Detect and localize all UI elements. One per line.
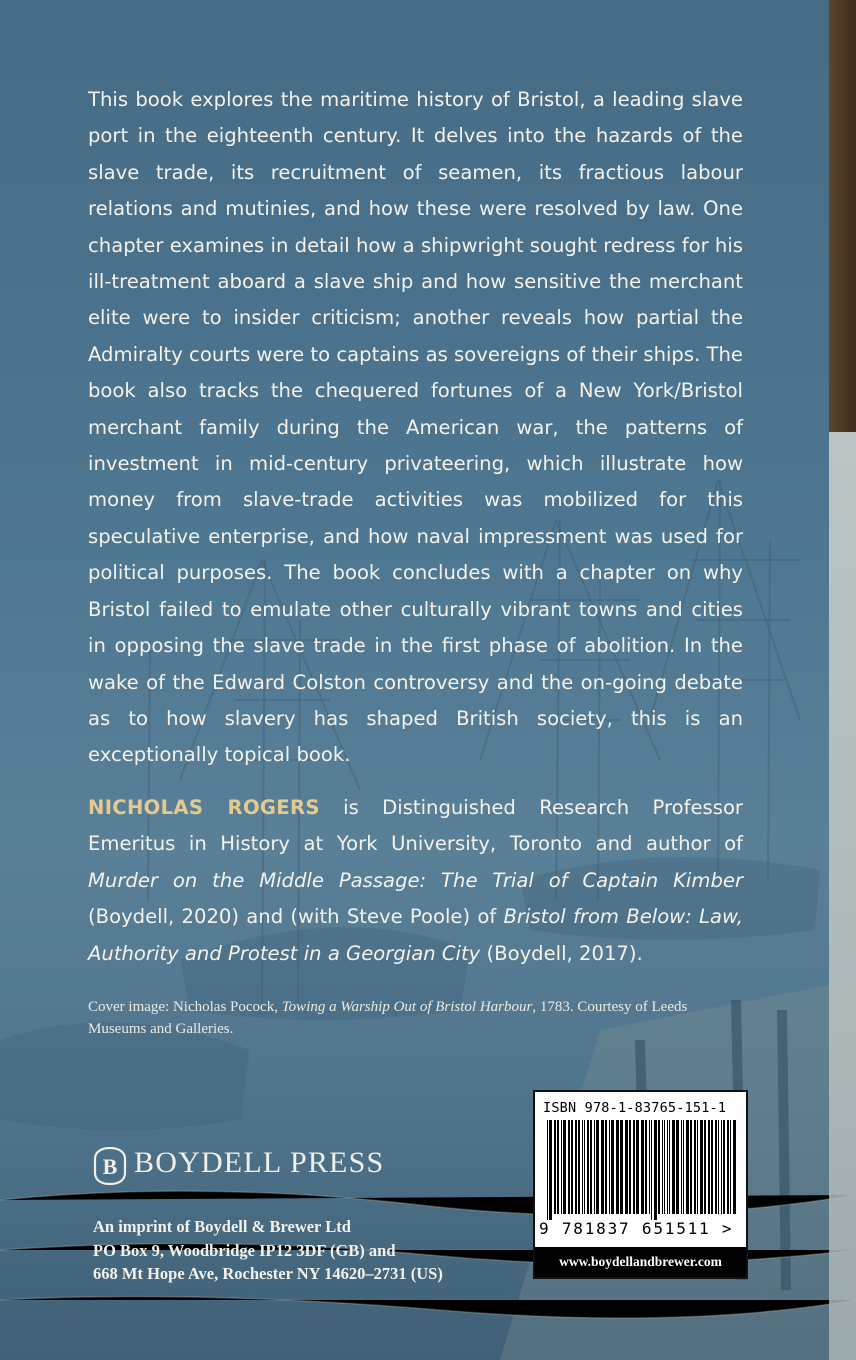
barcode-bar	[718, 1120, 719, 1214]
barcode-bar	[590, 1120, 592, 1214]
bio-title-1: Murder on the Middle Passage: The Trial of Captain Kimber	[88, 868, 743, 892]
boydell-logo-icon	[93, 1147, 127, 1185]
barcode-bar	[557, 1120, 559, 1214]
barcode-bar	[620, 1120, 623, 1214]
credit-title: Towing a Warship Out of Bristol Harbour	[281, 999, 533, 1015]
barcode-bar	[616, 1120, 619, 1214]
barcode-bar	[636, 1120, 639, 1214]
barcode-bar	[547, 1120, 548, 1220]
barcode-bar	[601, 1120, 604, 1214]
barcode-bar	[730, 1120, 731, 1214]
spine-edge-brown	[829, 0, 856, 432]
barcode-bar	[561, 1120, 562, 1214]
barcode-bar	[571, 1120, 573, 1214]
author-bio	[88, 790, 743, 972]
barcode-digits: 9 781837 651511 >	[539, 1219, 734, 1238]
barcode-bar	[594, 1120, 595, 1214]
publisher-name: BOYDELL PRESS	[134, 1146, 385, 1179]
barcode-bar	[723, 1120, 725, 1214]
author-name: NICHOLAS ROGERS	[88, 796, 320, 819]
barcode-bar	[686, 1120, 689, 1214]
barcode-bar	[611, 1120, 614, 1214]
barcode-bar	[694, 1120, 696, 1214]
barcode-bar	[683, 1120, 684, 1214]
publisher-imprint	[93, 1215, 513, 1286]
barcode-bar	[708, 1120, 710, 1214]
barcode-bar	[633, 1120, 635, 1214]
imprint-line: 668 Mt Hope Ave, Rochester NY 14620–2731 (US)	[93, 1264, 443, 1283]
barcode-bar	[605, 1120, 607, 1214]
barcode-bar	[578, 1120, 580, 1214]
logo-letter: B	[102, 1154, 118, 1179]
barcode-bar	[625, 1120, 628, 1214]
barcode-bar	[690, 1120, 692, 1214]
barcode-bar	[697, 1120, 698, 1214]
bio-text-2: (Boydell, 2020) and (with Steve Poole) of	[88, 905, 504, 929]
imprint-line: PO Box 9, Woodbridge IP12 3DF (GB) and	[93, 1240, 396, 1260]
barcode-bar	[649, 1120, 650, 1214]
barcode-bar	[681, 1120, 682, 1214]
barcode-bar	[733, 1120, 736, 1214]
barcode-bar	[575, 1120, 577, 1214]
barcode-bar	[727, 1120, 729, 1214]
barcode-bar	[667, 1120, 668, 1214]
barcode-bar	[700, 1120, 703, 1214]
barcode-bar	[582, 1120, 583, 1214]
bio-title-2: Bristol from Below: Law, Authority and Protest in a Georgian City	[88, 905, 743, 965]
credit-suffix: , 1783. Courtesy of Leeds Museums and Galleries.	[88, 999, 688, 1037]
barcode-bar	[641, 1120, 644, 1214]
barcode-bar	[658, 1120, 660, 1214]
barcode-bar	[664, 1120, 665, 1214]
barcode-bar	[721, 1120, 722, 1214]
barcode-bar	[715, 1120, 717, 1214]
barcode-bar	[587, 1120, 589, 1214]
imprint-line: An imprint of Boydell & Brewer Ltd	[93, 1217, 351, 1236]
credit-prefix: Cover image: Nicholas Pocock,	[88, 999, 282, 1015]
barcode-bar	[629, 1120, 631, 1214]
book-description: This book explores the maritime history of Bristol, a leading slave port in the eighteenth century. It delves into the hazards of the slave trade, its recruitment of seamen, its fractious labour relations and mutinies, and how these were resolved by law. One chapter examines in detail how a shipwright sought redress for his ill-treatment aboard a slave ship and how sensitive the merchant elite were to insider criticism; another reveals how partial the Admiralty courts were to captains as sovereigns of their ships. The book also tracks the chequered fortunes of a New York/Bristol merchant family during the American war, the patterns of investment in mid-century privateering, which illustrate how money from slave-trade activities was mobilized for this speculative enterprise, and how naval impressment was used for political purposes. The book concludes with a chapter on why Bristol failed to emulate other culturally vibrant towns and cities in opposing the slave trade in the first phase of abolition. In the wake of the Edward Colston controversy and the on-going debate as to how slavery has shaped British society, this is an exceptionally topical book.	[88, 88, 743, 767]
isbn-label: ISBN 978-1-83765-151-1	[543, 1100, 727, 1116]
barcode-bar	[704, 1120, 706, 1214]
spine-edge-light	[829, 432, 856, 1360]
barcode-bar	[654, 1120, 657, 1220]
barcode-bar	[662, 1120, 663, 1214]
barcode-bar	[568, 1120, 570, 1214]
barcode-bar	[554, 1120, 556, 1214]
barcode-bar	[549, 1120, 552, 1220]
barcode-bar	[584, 1120, 585, 1214]
cover-image-credit	[88, 996, 718, 1040]
barcode-bar	[596, 1120, 599, 1214]
bio-text-3: (Boydell, 2017).	[480, 941, 643, 965]
isbn-barcode-panel	[533, 1090, 748, 1279]
barcode-bar	[676, 1120, 679, 1214]
publisher-website: www.boydellandbrewer.com	[535, 1247, 746, 1277]
barcode-bar	[563, 1120, 566, 1214]
barcode-bar	[711, 1120, 713, 1214]
barcode-bar	[669, 1120, 670, 1214]
barcode-bar	[672, 1120, 675, 1214]
barcode-bar	[645, 1120, 647, 1214]
barcode-icon	[539, 1120, 742, 1220]
barcode-bar	[609, 1120, 610, 1214]
bio-text-1: is Distinguished Research Professor Emeritus in History at York University, Toronto and author of	[88, 796, 743, 856]
barcode-bar	[651, 1120, 652, 1220]
